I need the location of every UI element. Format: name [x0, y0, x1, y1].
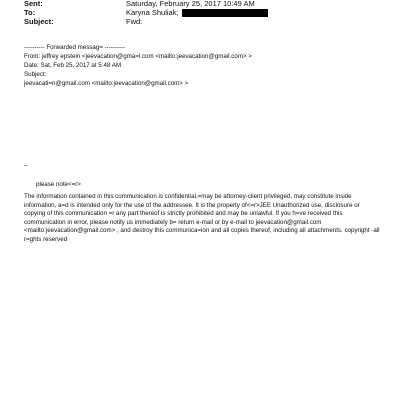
to-field: [126, 8, 268, 17]
to-value: Karyna Shuliak;: [126, 8, 179, 17]
signature-dashes: --: [24, 162, 29, 169]
sent-label: Sent:: [24, 0, 43, 8]
to-label: To:: [24, 8, 36, 17]
forwarded-divider: ---------- Forwarded messag= ----------: [24, 44, 126, 51]
forwarded-date: Date: Sat, Feb 25, 2017 at 5:48 AM: [24, 62, 121, 69]
subject-value: Fwd:: [126, 17, 143, 26]
forwarded-from: From: jeffrey epstein <jeevacation@gma=l.com <mailto:jeevacation@gmail.com> >: [24, 53, 252, 60]
sent-value: Saturday, February 25, 2017 10:49 AM: [126, 0, 255, 8]
forwarded-to: jeevacati=n@gmail.com <mailto:jeevacation@gmail.com> >: [24, 80, 189, 87]
please-note: please note<=r>: [36, 181, 81, 188]
redaction-bar: [182, 9, 268, 17]
subject-label: Subject:: [24, 17, 54, 26]
confidentiality-disclaimer: The information contained in this communication is confidential,=may be attorney-client privileged, may constitute inside information, a=d is intended only for the use of the addressee. It is the property of<=r>JEE Unauthorized use, disclosure or copying of this communication =r any part thereof is strictly prohibited and may be unlawful. If you h=ve received this communication in error, please notify us immediately b= return e-mail or by e-mail to jeevacation@gmail.com <mailto:jeevacation@gmail.com> , and destroy this communica=ion and all copies thereof, including all attachments. copyright -all r=ghts reserved: [24, 193, 380, 243]
forwarded-subject: Subject:: [24, 71, 47, 78]
